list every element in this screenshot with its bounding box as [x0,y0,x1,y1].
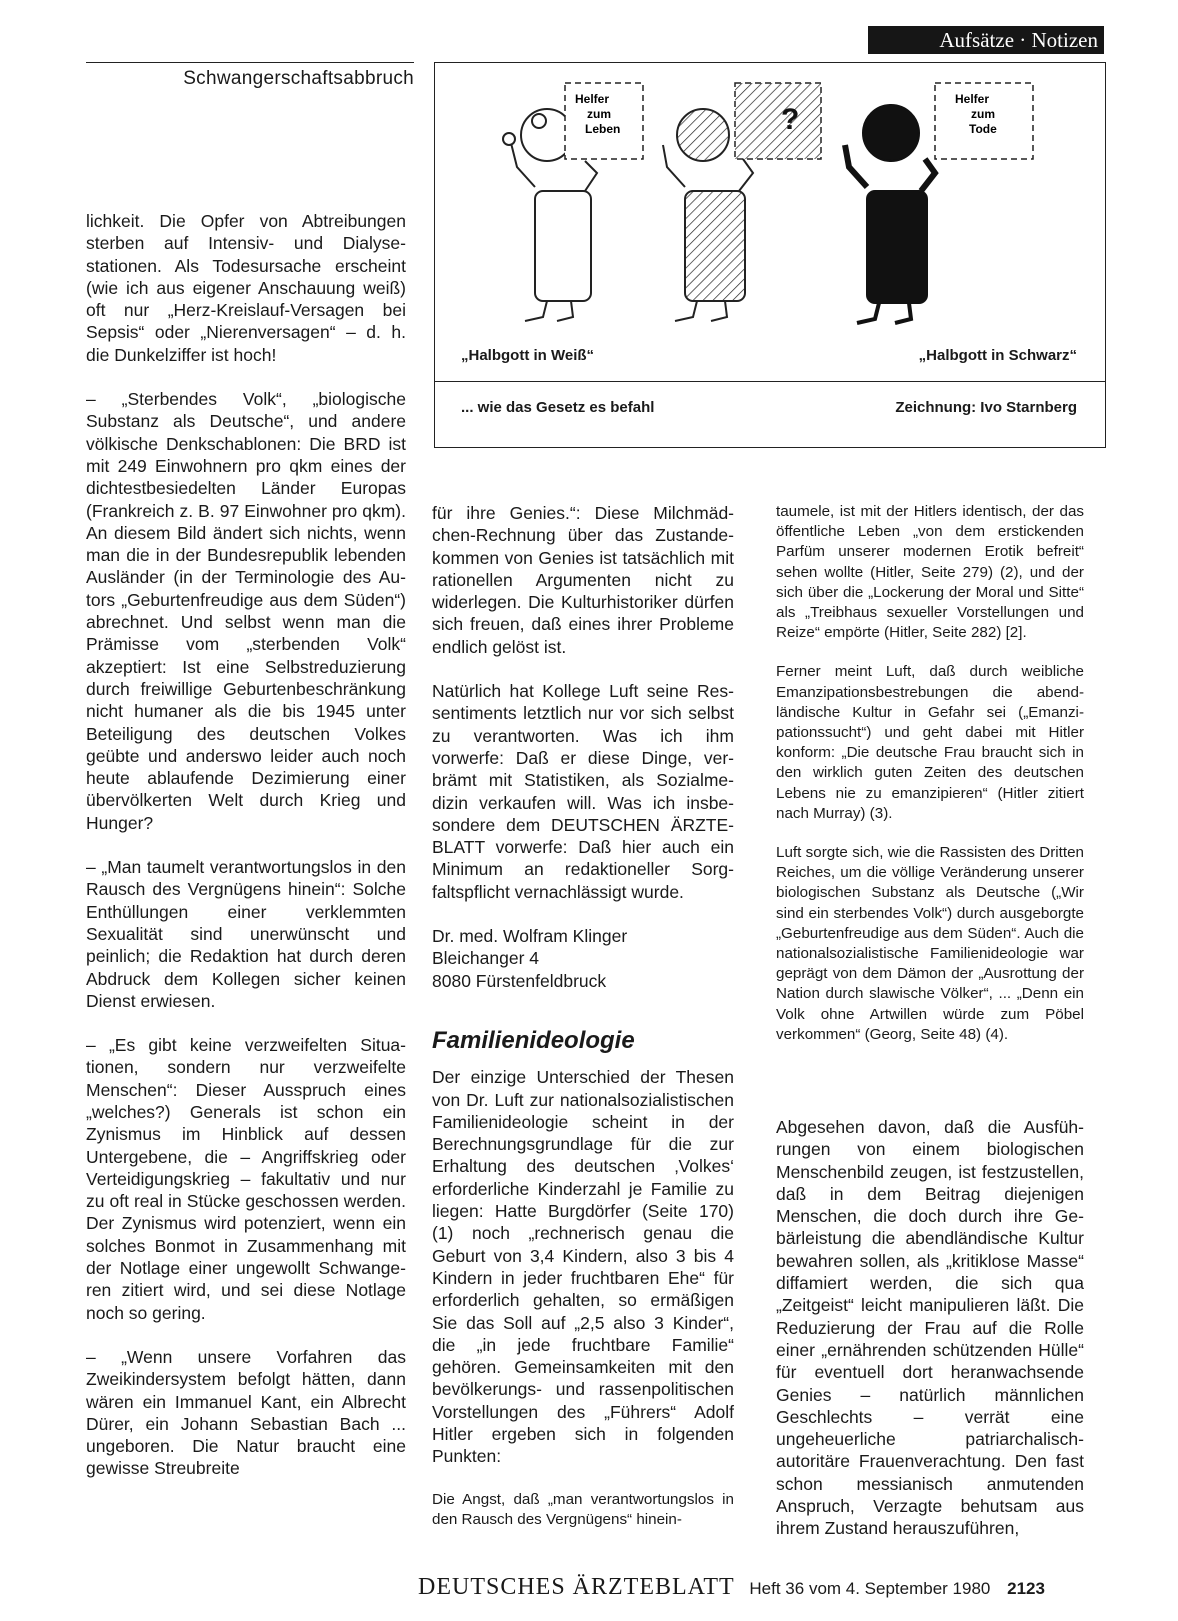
col1-paragraph: – „Es gibt keine verzweifelten Situationen, sondern nur verzweifelte Menschen“: Dieser Ausspruch eines „welches?) Generals ist schon ein Zynismus im Hinblick auf dessen Untergebene, die – Angriffskrieg oder Verteidigungskrieg – fakultativ und nur zu oft real in Stücke geschossen werden. Der Zynismus wird potenziert, wenn ein solches Bonmot in Zusammenhang mit der Notlage einer ungewollt Schwangeren zitiert wird, und sei diese Notlage noch so gering. [86,1035,406,1323]
author-name: Dr. med. Wolfram Klinger [432,926,628,947]
issue-info: Heft 36 vom 4. September 1980 [749,1579,991,1598]
col1-paragraph: – „Wenn unsere Vorfahren das Zweikindersystem befolgt hätten, dann wären ein Immanuel Kant, ein Albrecht Dürer, ein Johann Sebastian Bach ... ungeboren. Die Natur braucht eine gewisse Streubreite [86,1346,406,1479]
sign-left-line1: Helfer [575,92,610,106]
cartoon-figure [434,62,1106,448]
sign-right-line1: Helfer [955,92,990,106]
sign-right-line2: zum [971,107,995,121]
col2-small-paragraph: Die Angst, daß „man verantwortungslos in den Rausch des Vergnügens“ hinein- [432,1490,734,1528]
author-city: 8080 Fürstenfeldbruck [432,970,607,991]
author-street: Bleichanger 4 [432,948,540,969]
subheading-familienideologie: Familienideologie [432,1026,635,1054]
running-title: Schwangerschaftsabbruch [183,68,414,89]
column-3 [776,502,1084,1064]
column-1 [86,210,406,1502]
caption-halbgott-schwarz: „Halbgott in Schwarz“ [918,347,1077,364]
figure-footer-title: ... wie das Gesetz es befahl [461,399,655,416]
page-footer [418,1574,1108,1601]
col3-small-paragraph: taumele, ist mit der Hitlers identisch, der das öffentliche Leben „von dem erstickenden Parfüm unserer modernen Erotik befreit“ sehen wollte (Hitler, Seite 279) (2), und der sich über die „Lockerung der Moral und Sitte“ als „Treibhaus sexueller Vorstellungen und Reize“ empörte (Hitler, Seite 282) [2]. [776,503,1084,642]
column-3-continued [776,1116,1084,1562]
doctor-black-figure [845,105,935,323]
col3-small-paragraph: Luft sorgte sich, wie die Rassisten des Dritten Reiches, um die völlige Veränderung unserer biologischen Substanz als Deutsche („Wir sind ein sterbendes Volk“) durch ausgeborgte „Geburtenfreudige aus dem Süden“. Auch die nationalsozialistische Familienideologie war geprägt von dem Dämon der „Ausrottung der Nation durch slawische Völker“, ... „Denn ein Volk ohne Artwillen würde zum Pöbel verkommen“ (Georg, Seite 48) (4). [776,844,1084,1043]
sign-left-line3: Leben [585,122,621,136]
col1-paragraph: – „Sterbendes Volk“, „biologische Substanz als Deutsche“, und andere völkische Denkschablonen: Die BRD ist mit 249 Einwohnern pro qkm eines der dichtestbesiedelten Länder Europas (Frankreich z. B. 97 Einwohner pro qkm). An diesem Bild ändert sich nichts, wenn man die in der Bundesrepublik lebenden Ausländer (in der Terminologie des Autors „Geburtenfreudige aus dem Süden“) abrechnet. Und selbst wenn man die Prämisse vom „sterbenden Volk“ akzeptiert: Ist eine Selbstreduzierung durch freiwillige Geburtenbeschränkung nicht humaner als die bis 1945 unter Beteiligung des deutschen Volkes geübte und anderswo leider auch noch heute ablaufende Dezimierung einer übervölkerten Welt durch Krieg und Hunger? [86,389,406,833]
col2-paragraph: für ihre Genies.“: Diese Milchmädchen-Rechnung über das Zustandekommen von Genies ist tatsächlich mit rationellen Argumenten nicht zu widerlegen. Die Kulturhistoriker dürfen sich freuen, daß eines ihrer Probleme endlich gelöst ist. [432,503,734,657]
col2-paragraph: Natürlich hat Kollege Luft seine Ressentiments letztlich nur vor sich selbst zu verantworten. Was ich ihm vorwerfe: Daß er diese Dinge, verbrämt mit Statistiken, als Sozialmedizin verkaufen will. Was ich insbesondere dem DEUTSCHEN ÄRZTEBLATT vorwerfe: Daß hier auch ein Minimum an redaktioneller Sorgfaltspflicht vernachlässigt wurde. [432,681,734,902]
author-signature [432,925,734,992]
column-2 [432,502,734,1552]
col1-paragraph: lichkeit. Die Opfer von Abtreibungen sterben auf Intensiv- und Dialysestationen. Als Todesursache erscheint (wie ich aus eigener Anschauung weiß) oft nur „Herz-Kreislauf-Versagen bei Sepsis“ oder „Nierenversagen“ – d. h. die Dunkelziffer ist hoch! [86,211,406,365]
figure-divider [435,381,1105,382]
sign-middle-question: ? [781,103,800,136]
caption-halbgott-weiss: „Halbgott in Weiß“ [461,347,595,364]
cartoon-illustration [435,63,1105,381]
col2-paragraph: Der einzige Unterschied der Thesen von Dr. Luft zur nationalsozialistischen Familienideologie scheint in der Berechnungsgrundlage für die zur Erhaltung des deutschen ‚Volkes‘ erforderliche Kinderzahl je Familie zu liegen: Hatte Burgdörfer (Seite 170) (1) noch „rechnerisch genau die Geburt von 3,4 Kindern, also 3 bis 4 Kindern in jeder fruchtbaren Ehe“ für erforderlich gehalten, so ermäßigen Sie das Soll auf „2,5 also 3 Kinder“, die „in jede fruchtbare Familie“ gehören. Gemeinsamkeiten mit den bevölkerungs- und rassenpolitischen Vorstellungen des „Führers“ Adolf Hitler ergeben sich in folgenden Punkten: [432,1067,734,1467]
magazine-name: DEUTSCHES ÄRZTEBLATT [418,1574,735,1600]
col1-paragraph: – „Man taumelt verantwortungslos in den Rausch des Vergnügens hinein“: Solche Enthüllungen einer verklemmten Sexualität sind unerwünscht und peinlich; die Redaktion hat durch deren Abdruck dem Kollegen sicher keinen Dienst erwiesen. [86,857,406,1011]
figure-credit: Zeichnung: Ivo Starnberg [895,399,1077,416]
section-tag: Aufsätze · Notizen [868,26,1104,54]
page-number: 2123 [1007,1579,1045,1598]
sign-left-line2: zum [587,107,611,121]
section-rule [86,62,414,63]
col3-paragraph: Abgesehen davon, daß die Ausführungen von einem biologischen Menschenbild zeugen, ist festzustellen, daß in dem Beitrag diejenigen Menschen, die doch durch ihre Gebärleistung die abendländische Kultur bewahren sollen, als „kritiklose Masse“ diffamiert werden, die sich qua „Zeitgeist“ leicht manipulieren läßt. Die Reduzierung der Frau auf die Rolle einer „ernährenden schützenden Hülle“ für eventuell dort heranwachsende Genies – natürlich männlichen Geschlechts – verrät eine ungeheuerliche patriarchalischautoritäre Frauenverachtung. Den fast schon messianisch anmutenden Anspruch, Verzagte behutsam aus ihrem Zustand herauszuführen, [776,1117,1084,1539]
sign-right-line3: Tode [969,122,997,136]
col3-small-paragraph: Ferner meint Luft, daß durch weibliche Emanzipationsbestrebungen die abendländische Kultur in Gefahr sei („Emanzipationssucht“) und geht dabei mit Hitler konform: „Die deutsche Frau braucht sich in den wirklich guten Zeiten des deutschen Lebens nie zu emanzipieren“ (Hitler zitiert nach Murray) (3). [776,663,1084,822]
